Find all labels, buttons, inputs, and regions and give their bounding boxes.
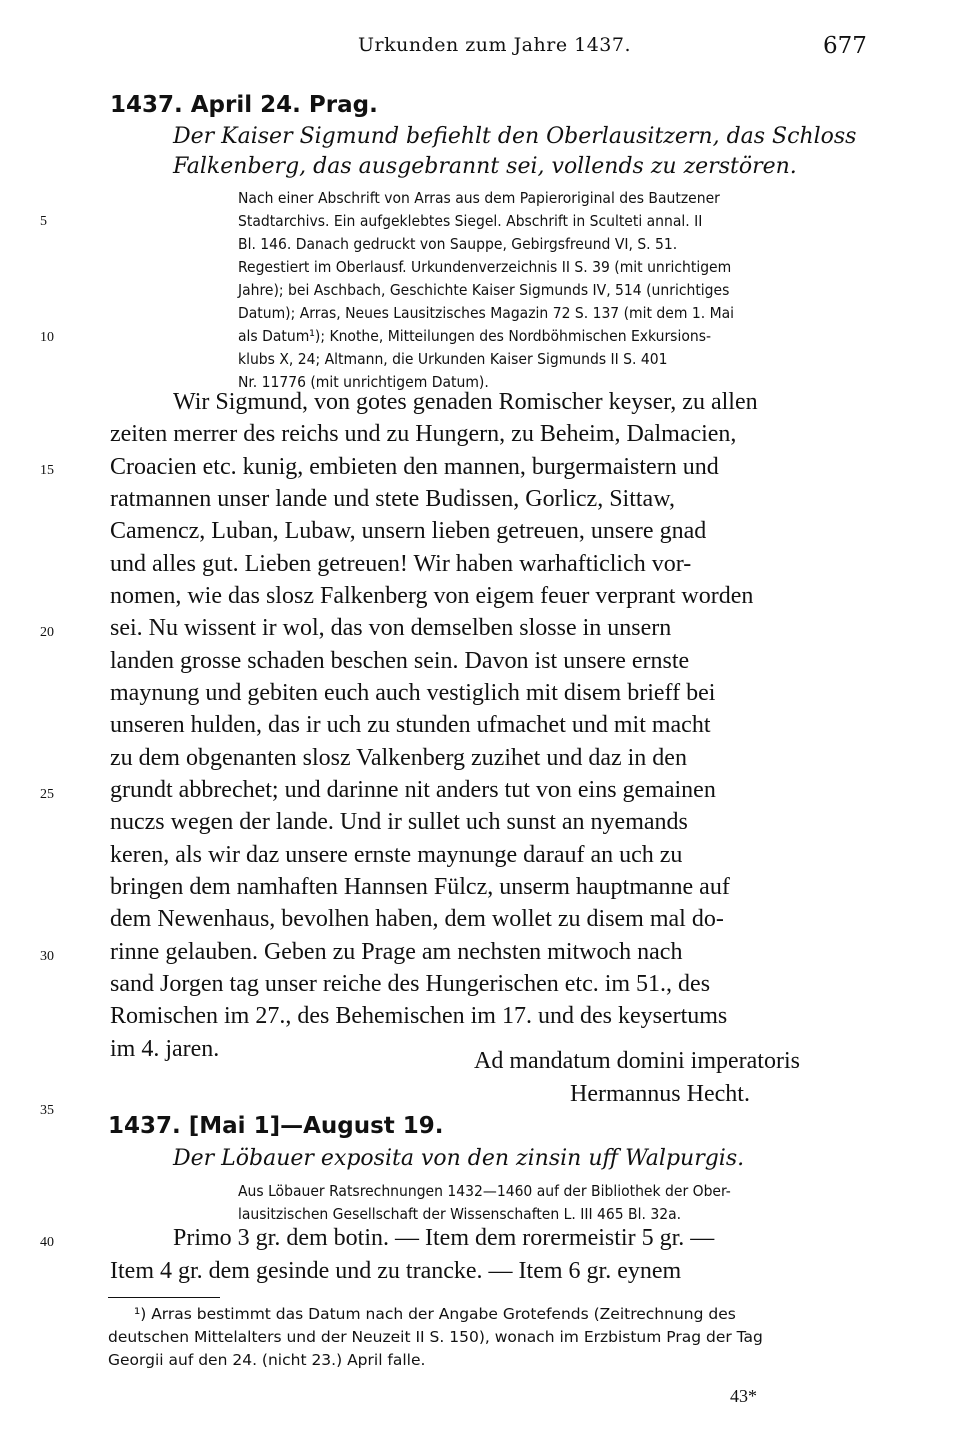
text-line: keren, als wir daz unsere ernste maynunge darauf an uch zu xyxy=(110,842,683,868)
line-number: 5 xyxy=(40,214,47,229)
source-note-line: Nach einer Abschrift von Arras aus dem Papieroriginal des Bautzener xyxy=(238,189,720,207)
text-line: zu dem obgenanten slosz Valkenberg zuzihet und daz in den xyxy=(110,745,687,771)
line-number: 15 xyxy=(40,463,54,478)
source-note-line: Bl. 146. Danach gedruckt von Sauppe, Gebirgsfreund VI, S. 51. xyxy=(238,235,678,253)
text-line: Item 4 gr. dem gesinde und zu trancke. — Item 6 gr. eynem xyxy=(110,1258,682,1284)
closing-line: Ad mandatum domini imperatoris xyxy=(474,1048,800,1074)
text-line: grundt abbrechet; und darinne nit anders tut von eins gemainen xyxy=(110,777,716,803)
source-note-line: Jahre); bei Aschbach, Geschichte Kaiser Sigmunds IV, 514 (unrichtiges xyxy=(238,281,730,299)
text-line: Primo 3 gr. dem botin. — Item dem rorermeistir 5 gr. — xyxy=(173,1225,715,1251)
source-note-line: Regestiert im Oberlausf. Urkundenverzeichnis II S. 39 (mit unrichtigem xyxy=(238,258,732,276)
line-number: 35 xyxy=(40,1103,54,1118)
text-line: nomen, wie das slosz Falkenberg von eigem feuer verprant worden xyxy=(110,583,754,609)
line-number: 25 xyxy=(40,787,54,802)
line-number: 40 xyxy=(40,1235,54,1250)
entry-summary-line: Der Löbauer exposita von den zinsin uff Walpurgis. xyxy=(173,1146,745,1171)
footnote-rule xyxy=(108,1297,220,1298)
line-number: 10 xyxy=(40,330,54,345)
signature-mark: 43* xyxy=(730,1386,757,1406)
source-note-line: Nr. 11776 (mit unrichtigem Datum). xyxy=(238,373,489,391)
text-line: bringen dem namhaften Hannsen Fülcz, unserm hauptmanne auf xyxy=(110,874,730,900)
text-line: landen grosse schaden beschen sein. Davon ist unsere ernste xyxy=(110,648,690,674)
footnote-line: Georgii auf den 24. (nicht 23.) April falle. xyxy=(108,1351,426,1369)
source-note-line: als Datum¹); Knothe, Mitteilungen des Nordböhmischen Exkursions- xyxy=(238,327,711,345)
source-note-line: klubs X, 24; Altmann, die Urkunden Kaiser Sigmunds II S. 401 xyxy=(238,350,668,368)
text-line: maynung und gebiten euch auch vestiglich mit disem brieff bei xyxy=(110,680,716,706)
text-line: und alles gut. Lieben getreuen! Wir haben warhafticlich vor- xyxy=(110,551,692,577)
line-number: 20 xyxy=(40,625,54,640)
closing-signature: Hermannus Hecht. xyxy=(570,1081,750,1107)
source-note-line: Datum); Arras, Neues Lausitzisches Magazin 72 S. 137 (mit dem 1. Mai xyxy=(238,304,735,322)
entry-heading: 1437. [Mai 1]—August 19. xyxy=(108,1113,444,1139)
entry-summary-line: Falkenberg, das ausgebrannt sei, vollends zu zerstören. xyxy=(173,154,797,179)
text-line: rinne gelauben. Geben zu Prage am nechsten mitwoch nach xyxy=(110,939,683,965)
running-header: Urkunden zum Jahre 1437. xyxy=(358,34,632,56)
text-line: ratmannen unser lande und stete Budissen, Gorlicz, Sittaw, xyxy=(110,486,675,512)
text-line: dem Newenhaus, bevolhen haben, dem wollet zu disem mal do- xyxy=(110,906,724,932)
text-line: zeiten merrer des reichs und zu Hungern, zu Beheim, Dalmacien, xyxy=(110,421,737,447)
text-line: sand Jorgen tag unser reiche des Hungerischen etc. im 51., des xyxy=(110,971,711,997)
source-note-line: Stadtarchivs. Ein aufgeklebtes Siegel. Abschrift in Sculteti annal. II xyxy=(238,212,703,230)
text-line: Wir Sigmund, von gotes genaden Romischer keyser, zu allen xyxy=(173,389,758,415)
entry-summary-line: Der Kaiser Sigmund befiehlt den Oberlausitzern, das Schloss xyxy=(173,124,857,149)
text-line: sei. Nu wissent ir wol, das von demselben slosse in unsern xyxy=(110,615,672,641)
footnote-line: ¹) Arras bestimmt das Datum nach der Angabe Grotefends (Zeitrechnung des xyxy=(134,1305,736,1323)
text-line: Camencz, Luban, Lubaw, unsern lieben getreuen, unsere gnad xyxy=(110,518,707,544)
entry-heading: 1437. April 24. Prag. xyxy=(110,92,378,118)
footnote-line: deutschen Mittelalters und der Neuzeit II S. 150), wonach im Erzbistum Prag der Tag xyxy=(108,1328,763,1346)
text-line: unseren hulden, das ir uch zu stunden ufmachet und mit macht xyxy=(110,712,711,738)
page-number: 677 xyxy=(823,33,867,59)
text-line: Romischen im 27., des Behemischen im 17. und des keysertums xyxy=(110,1003,728,1029)
source-note-line: lausitzischen Gesellschaft der Wissenschaften L. III 465 Bl. 32a. xyxy=(238,1205,682,1223)
text-line: Croacien etc. kunig, embieten den mannen, burgermaistern und xyxy=(110,454,719,480)
line-number: 30 xyxy=(40,949,54,964)
source-note-line: Aus Löbauer Ratsrechnungen 1432—1460 auf der Bibliothek der Ober- xyxy=(238,1182,731,1200)
text-line: nuczs wegen der lande. Und ir sullet uch sunst an nyemands xyxy=(110,809,688,835)
text-line: im 4. jaren. xyxy=(110,1036,220,1062)
